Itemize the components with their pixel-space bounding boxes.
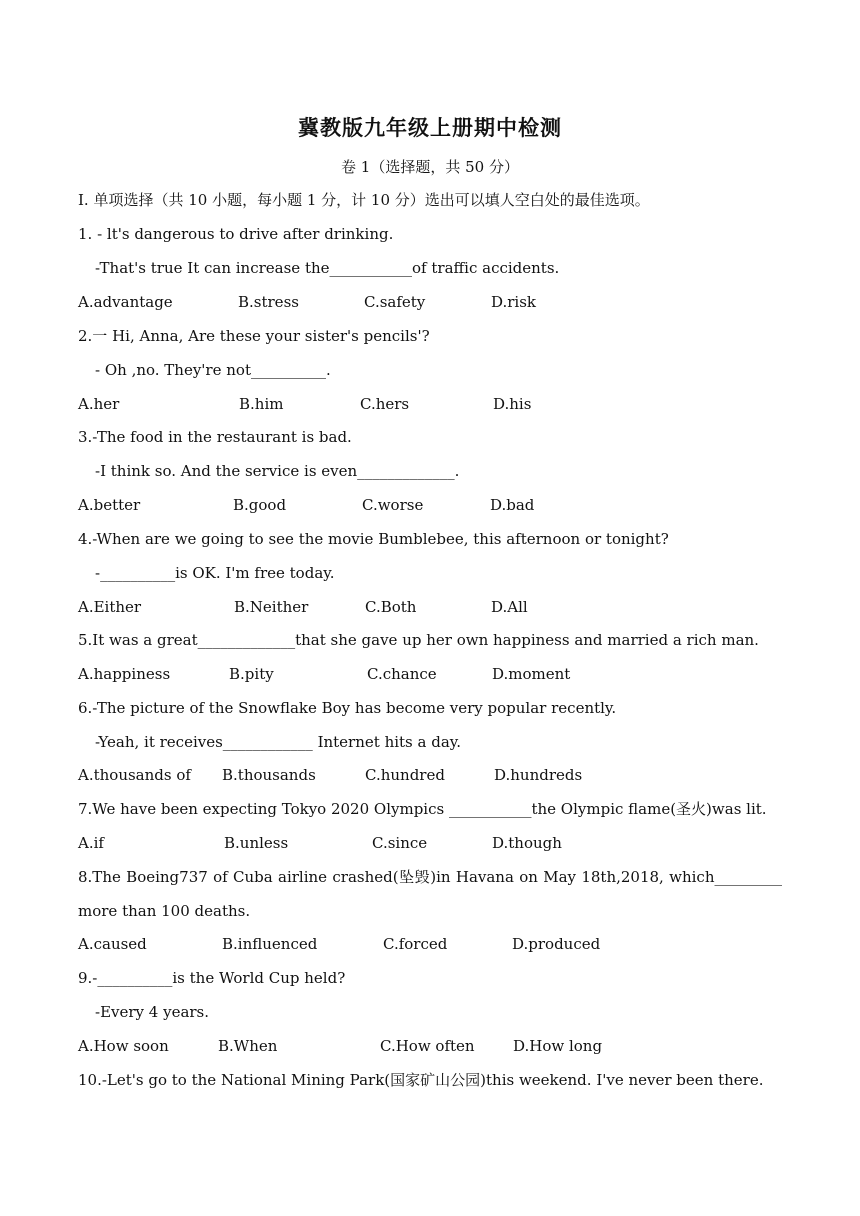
option-a: A.How soon — [78, 1037, 169, 1055]
option-b: B.thousands — [222, 766, 316, 784]
option-c: C.chance — [367, 665, 437, 683]
question-8-stem: 8.The Boeing737 of Cuba airline crashed(坠毁)in Havana on May 18th,2018, which_________ — [78, 868, 782, 886]
option-a: A.better — [78, 496, 141, 514]
question-2-options — [0, 394, 860, 414]
question-6-options — [0, 765, 860, 785]
option-c: C.How often — [380, 1037, 475, 1055]
option-c: C.since — [372, 834, 428, 852]
option-d: D.hundreds — [494, 766, 583, 784]
option-d: D.produced — [512, 935, 601, 953]
option-b: B.good — [233, 496, 287, 514]
question-7-stem: 7.We have been expecting Tokyo 2020 Olympics ___________the Olympic flame(圣火)was lit. — [78, 800, 767, 818]
option-c: C.forced — [383, 935, 448, 953]
option-a: A.if — [78, 834, 104, 852]
option-b: B.Neither — [234, 598, 309, 616]
question-1-response: -That's true It can increase the___________of traffic accidents. — [95, 259, 560, 277]
option-c: C.Both — [365, 598, 417, 616]
question-3-stem: 3.-The food in the restaurant is bad. — [78, 428, 352, 446]
question-1-stem: 1. - lt's dangerous to drive after drinking. — [78, 225, 394, 243]
page-title: 冀教版九年级上册期中检测 — [298, 116, 562, 140]
option-d: D.moment — [492, 665, 571, 683]
option-a: A.advantage — [78, 293, 173, 311]
option-b: B.influenced — [222, 935, 318, 953]
question-5-stem: 5.It was a great_____________that she gave up her own happiness and married a rich man. — [78, 631, 759, 649]
question-4-response: -__________is OK. I'm free today. — [95, 564, 335, 582]
option-a: A.happiness — [78, 665, 171, 683]
question-8-options — [0, 934, 860, 954]
option-b: B.pity — [229, 665, 274, 683]
question-4-stem: 4.-When are we going to see the movie Bumblebee, this afternoon or tonight? — [78, 530, 669, 548]
question-7-options — [0, 833, 860, 853]
question-3-options — [0, 495, 860, 515]
question-5-options — [0, 664, 860, 684]
option-a: A.caused — [78, 935, 147, 953]
option-d: D.though — [492, 834, 562, 852]
question-2-response: - Oh ,no. They're not__________. — [95, 361, 331, 379]
question-9-options — [0, 1036, 860, 1056]
question-1-options — [0, 292, 860, 312]
question-2-stem: 2.一 Hi, Anna, Are these your sister's pencils'? — [78, 327, 430, 345]
option-c: C.hundred — [365, 766, 445, 784]
option-d: D.bad — [490, 496, 535, 514]
option-d: D.his — [493, 395, 532, 413]
option-a: A.thousands of — [78, 766, 191, 784]
option-a: A.her — [78, 395, 120, 413]
question-6-response: -Yeah, it receives____________ Internet hits a day. — [95, 733, 462, 751]
option-b: B.stress — [238, 293, 299, 311]
option-b: B.him — [239, 395, 284, 413]
question-4-options — [0, 597, 860, 617]
question-10-stem: 10.-Let's go to the National Mining Park(国家矿山公园)this weekend. I've never been there. — [78, 1071, 764, 1089]
question-9-stem: 9.-__________is the World Cup held? — [78, 969, 346, 987]
option-d: D.risk — [491, 293, 537, 311]
option-c: C.hers — [360, 395, 410, 413]
option-d: D.All — [491, 598, 528, 616]
question-8-stem-continued: more than 100 deaths. — [78, 902, 251, 920]
question-3-response: -I think so. And the service is even_____________. — [95, 462, 460, 480]
option-a: A.Either — [78, 598, 142, 616]
option-c: C.worse — [362, 496, 424, 514]
option-c: C.safety — [364, 293, 426, 311]
paper-subtitle: 卷 1（选择题，共 50 分） — [341, 158, 519, 176]
question-6-stem: 6.-The picture of the Snowflake Boy has become very popular recently. — [78, 699, 617, 717]
option-b: B.unless — [224, 834, 289, 852]
option-b: B.When — [218, 1037, 278, 1055]
question-9-response: -Every 4 years. — [95, 1003, 210, 1021]
section-heading: I. 单项选择（共 10 小题，每小题 1 分，计 10 分）选出可以填人空白处的最佳选项。 — [78, 191, 650, 209]
option-d: D.How long — [513, 1037, 603, 1055]
